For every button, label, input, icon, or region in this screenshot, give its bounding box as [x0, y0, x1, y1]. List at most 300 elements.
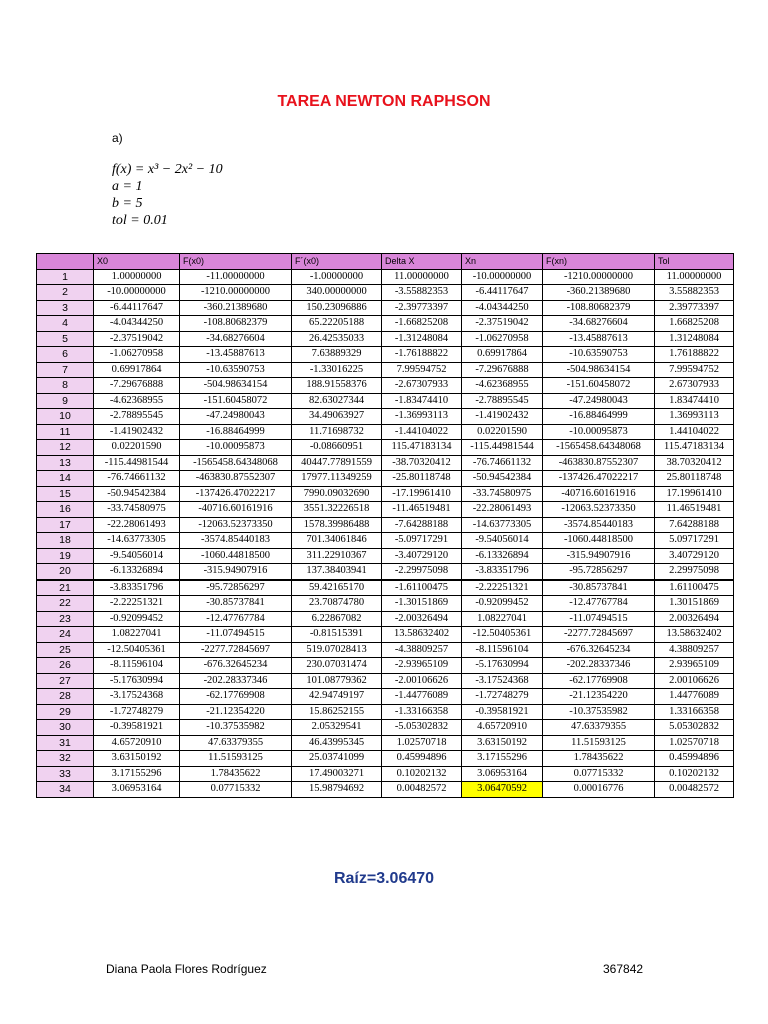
newton-raphson-table [36, 253, 734, 798]
table-cell: 7990.09032690 [292, 486, 382, 502]
table-cell: 17.19961410 [655, 486, 734, 502]
table-cell: 1.31248084 [655, 331, 734, 347]
table-row [37, 720, 734, 736]
table-cell: -202.28337346 [543, 658, 655, 674]
table-row [37, 658, 734, 674]
table-cell: 23.70874780 [292, 596, 382, 612]
table-cell: -1.41902432 [462, 409, 543, 425]
table-cell: -13.45887613 [543, 331, 655, 347]
table-cell: -463830.87552307 [543, 455, 655, 471]
table-cell: -1.61100475 [382, 580, 462, 596]
table-cell: -463830.87552307 [180, 471, 292, 487]
table-cell: 0.07715332 [180, 782, 292, 798]
table-cell: 1.02570718 [382, 735, 462, 751]
page-title: TAREA NEWTON RAPHSON [277, 93, 491, 110]
table-cell: 25.03741099 [292, 751, 382, 767]
table-row [37, 362, 734, 378]
table-cell: -30.85737841 [543, 580, 655, 596]
table-cell: 0.10202132 [382, 766, 462, 782]
table-cell: 340.00000000 [292, 285, 382, 301]
table-cell: -1.33016225 [292, 362, 382, 378]
table-cell: -10.63590753 [180, 362, 292, 378]
table-cell: 1.66825208 [655, 316, 734, 332]
table-cell: -6.13326894 [94, 564, 180, 580]
table-row [37, 409, 734, 425]
table-cell: -1.33166358 [382, 704, 462, 720]
table-cell: 0.69917864 [94, 362, 180, 378]
table-cell: 1.33166358 [655, 704, 734, 720]
table-row [37, 627, 734, 643]
table-cell: -315.94907916 [543, 548, 655, 564]
table-cell: -2.00326494 [382, 611, 462, 627]
table-cell: -10.37535982 [543, 704, 655, 720]
table-cell: -2277.72845697 [180, 642, 292, 658]
row-index-cell: 31 [37, 735, 94, 751]
table-cell: -0.39581921 [462, 704, 543, 720]
row-index-cell: 19 [37, 548, 94, 564]
table-cell: -76.74661132 [462, 455, 543, 471]
table-cell: 230.07031474 [292, 658, 382, 674]
table-cell: -3.83351796 [94, 580, 180, 596]
table-cell: 11.46519481 [655, 502, 734, 518]
table-cell: -1.76188822 [382, 347, 462, 363]
table-cell: 150.23096886 [292, 300, 382, 316]
row-index-cell: 23 [37, 611, 94, 627]
table-cell: -1.41902432 [94, 424, 180, 440]
column-header: F(x0) [180, 254, 292, 270]
table-cell: 15.98794692 [292, 782, 382, 798]
part-label: a) [112, 131, 123, 145]
table-cell: 519.07028413 [292, 642, 382, 658]
param-a: a = 1 [112, 179, 143, 194]
table-cell: 0.02201590 [462, 424, 543, 440]
table-cell: -1.31248084 [382, 331, 462, 347]
table-cell: -47.24980043 [543, 393, 655, 409]
table-cell: 4.65720910 [462, 720, 543, 736]
table-cell: 1.61100475 [655, 580, 734, 596]
table-cell: -5.05302832 [382, 720, 462, 736]
column-header: F´(x0) [292, 254, 382, 270]
table-row [37, 424, 734, 440]
table-cell: -2.93965109 [382, 658, 462, 674]
table-cell: 115.47183134 [382, 440, 462, 456]
table-cell: 2.67307933 [655, 378, 734, 394]
table-cell: -2277.72845697 [543, 627, 655, 643]
table-cell: -504.98634154 [180, 378, 292, 394]
root-result: Raíz=3.06470 [333, 870, 435, 887]
table-cell: -16.88464999 [543, 409, 655, 425]
table-cell: 1.08227041 [94, 627, 180, 643]
table-cell: -33.74580975 [462, 486, 543, 502]
column-header: Delta X [382, 254, 462, 270]
table-cell: -1060.44818500 [543, 533, 655, 549]
table-cell: -50.94542384 [94, 486, 180, 502]
table-cell: -11.00000000 [180, 269, 292, 285]
table-row [37, 673, 734, 689]
row-index-cell: 9 [37, 393, 94, 409]
table-row [37, 782, 734, 798]
table-cell: -2.29975098 [382, 564, 462, 580]
table-cell: 1.08227041 [462, 611, 543, 627]
table-row [37, 471, 734, 487]
table-cell: -3.83351796 [462, 564, 543, 580]
table-cell: 1.30151869 [655, 596, 734, 612]
table-cell: 15.86252155 [292, 704, 382, 720]
table-row [37, 285, 734, 301]
table-row [37, 502, 734, 518]
table-cell: -76.74661132 [94, 471, 180, 487]
table-cell: -4.04344250 [462, 300, 543, 316]
table-cell: 2.39773397 [655, 300, 734, 316]
table-cell: 0.10202132 [655, 766, 734, 782]
row-index-cell: 8 [37, 378, 94, 394]
table-cell: 701.34061846 [292, 533, 382, 549]
table-cell: -8.11596104 [94, 658, 180, 674]
table-row [37, 689, 734, 705]
table-cell: -12.47767784 [543, 596, 655, 612]
column-header [37, 254, 94, 270]
table-cell: -137426.47022217 [180, 486, 292, 502]
table-cell: -17.19961410 [382, 486, 462, 502]
table-cell: 3.40729120 [655, 548, 734, 564]
table-cell: 7.99594752 [382, 362, 462, 378]
table-cell: -0.81515391 [292, 627, 382, 643]
table-cell: 47.63379355 [180, 735, 292, 751]
row-index-cell: 13 [37, 455, 94, 471]
table-cell: -9.54056014 [94, 548, 180, 564]
table-cell: -3.55882353 [382, 285, 462, 301]
table-cell: 1.44776089 [655, 689, 734, 705]
table-cell: -1060.44818500 [180, 548, 292, 564]
table-cell: 0.69917864 [462, 347, 543, 363]
table-cell: -40716.60161916 [543, 486, 655, 502]
column-header: F(xn) [543, 254, 655, 270]
table-cell: -2.22251321 [94, 596, 180, 612]
param-b: b = 5 [112, 196, 143, 211]
row-index-cell: 11 [37, 424, 94, 440]
table-cell: -676.32645234 [180, 658, 292, 674]
table-cell: -360.21389680 [543, 285, 655, 301]
table-row [37, 564, 734, 580]
table-cell: -4.62368955 [462, 378, 543, 394]
table-cell: -1.72748279 [94, 704, 180, 720]
table-cell: -34.68276604 [180, 331, 292, 347]
table-cell: -3.17524368 [462, 673, 543, 689]
table-row [37, 455, 734, 471]
table-row [37, 766, 734, 782]
table-cell: 1.83474410 [655, 393, 734, 409]
table-cell: -21.12354220 [543, 689, 655, 705]
table-cell: -2.39773397 [382, 300, 462, 316]
table-cell: -2.78895545 [462, 393, 543, 409]
table-cell: -1.06270958 [94, 347, 180, 363]
table-cell: -315.94907916 [180, 564, 292, 580]
table-cell: -95.72856297 [180, 580, 292, 596]
row-index-cell: 3 [37, 300, 94, 316]
table-cell: 5.09717291 [655, 533, 734, 549]
table-cell: 2.00106626 [655, 673, 734, 689]
table-cell: -10.00095873 [180, 440, 292, 456]
table-cell: -34.68276604 [543, 316, 655, 332]
table-cell: 3.06470592 [462, 782, 543, 798]
table-cell: 101.08779362 [292, 673, 382, 689]
table-cell: -8.11596104 [462, 642, 543, 658]
table-cell: -1210.00000000 [543, 269, 655, 285]
table-cell: -14.63773305 [94, 533, 180, 549]
table-cell: -3.40729120 [382, 548, 462, 564]
table-cell: -2.00106626 [382, 673, 462, 689]
row-index-cell: 32 [37, 751, 94, 767]
table-row [37, 611, 734, 627]
table-cell: -12.50405361 [462, 627, 543, 643]
table-cell: -6.13326894 [462, 548, 543, 564]
table-cell: 11.00000000 [382, 269, 462, 285]
table-cell: -47.24980043 [180, 409, 292, 425]
table-header-row [37, 254, 734, 270]
table-cell: -1.44104022 [382, 424, 462, 440]
table-cell: -1.44776089 [382, 689, 462, 705]
table-cell: 3.55882353 [655, 285, 734, 301]
table-cell: 34.49063927 [292, 409, 382, 425]
table-cell: 11.51593125 [180, 751, 292, 767]
table-cell: -2.67307933 [382, 378, 462, 394]
table-cell: -7.64288188 [382, 517, 462, 533]
table-cell: 0.45994896 [655, 751, 734, 767]
table-cell: -0.92099452 [462, 596, 543, 612]
table-cell: -504.98634154 [543, 362, 655, 378]
table-cell: 1.00000000 [94, 269, 180, 285]
table-cell: 11.71698732 [292, 424, 382, 440]
table-cell: -2.22251321 [462, 580, 543, 596]
table-cell: 17.49003271 [292, 766, 382, 782]
table-cell: 1.36993113 [655, 409, 734, 425]
table-cell: -10.00095873 [543, 424, 655, 440]
param-tol: tol = 0.01 [112, 213, 168, 228]
table-cell: -1.36993113 [382, 409, 462, 425]
row-index-cell: 14 [37, 471, 94, 487]
table-row [37, 642, 734, 658]
table-cell: -4.62368955 [94, 393, 180, 409]
table-cell: 0.02201590 [94, 440, 180, 456]
table-cell: -11.07494515 [180, 627, 292, 643]
table-cell: -11.46519481 [382, 502, 462, 518]
table-cell: 1.44104022 [655, 424, 734, 440]
table-cell: 0.00016776 [543, 782, 655, 798]
row-index-cell: 34 [37, 782, 94, 798]
table-cell: -11.07494515 [543, 611, 655, 627]
row-index-cell: 21 [37, 580, 94, 596]
row-index-cell: 4 [37, 316, 94, 332]
table-cell: 26.42535033 [292, 331, 382, 347]
table-cell: -62.17769908 [180, 689, 292, 705]
table-cell: -6.44117647 [94, 300, 180, 316]
table-cell: 65.22205188 [292, 316, 382, 332]
table-cell: -12.47767784 [180, 611, 292, 627]
row-index-cell: 2 [37, 285, 94, 301]
table-cell: 3.63150192 [462, 735, 543, 751]
table-cell: -21.12354220 [180, 704, 292, 720]
table-row [37, 269, 734, 285]
table-cell: -13.45887613 [180, 347, 292, 363]
table-cell: -4.04344250 [94, 316, 180, 332]
table-cell: -12063.52373350 [180, 517, 292, 533]
table-cell: -40716.60161916 [180, 502, 292, 518]
table-cell: -5.17630994 [462, 658, 543, 674]
table-cell: 3.06953164 [94, 782, 180, 798]
table-cell: -676.32645234 [543, 642, 655, 658]
table-cell: 2.05329541 [292, 720, 382, 736]
row-index-cell: 26 [37, 658, 94, 674]
table-row [37, 300, 734, 316]
row-index-cell: 22 [37, 596, 94, 612]
table-cell: 7.99594752 [655, 362, 734, 378]
table-cell: -202.28337346 [180, 673, 292, 689]
column-header: Tol [655, 254, 734, 270]
table-cell: -0.92099452 [94, 611, 180, 627]
table-cell: -1.66825208 [382, 316, 462, 332]
table-cell: -1565458.64348068 [180, 455, 292, 471]
table-cell: 40447.77891559 [292, 455, 382, 471]
row-index-cell: 16 [37, 502, 94, 518]
row-index-cell: 17 [37, 517, 94, 533]
table-cell: 1.78435622 [543, 751, 655, 767]
row-index-cell: 20 [37, 564, 94, 580]
table-cell: -9.54056014 [462, 533, 543, 549]
row-index-cell: 7 [37, 362, 94, 378]
table-cell: 4.65720910 [94, 735, 180, 751]
table-cell: 38.70320412 [655, 455, 734, 471]
table-cell: -30.85737841 [180, 596, 292, 612]
column-header: X0 [94, 254, 180, 270]
table-cell: -108.80682379 [543, 300, 655, 316]
table-cell: 3.06953164 [462, 766, 543, 782]
row-index-cell: 25 [37, 642, 94, 658]
table-cell: 0.07715332 [543, 766, 655, 782]
table-cell: 137.38403941 [292, 564, 382, 580]
table-cell: 188.91558376 [292, 378, 382, 394]
table-cell: -6.44117647 [462, 285, 543, 301]
table-cell: -2.37519042 [94, 331, 180, 347]
table-cell: -137426.47022217 [543, 471, 655, 487]
table-cell: 13.58632402 [382, 627, 462, 643]
row-index-cell: 12 [37, 440, 94, 456]
table-cell: -12.50405361 [94, 642, 180, 658]
table-cell: 3.17155296 [462, 751, 543, 767]
table-cell: -14.63773305 [462, 517, 543, 533]
table-cell: 2.00326494 [655, 611, 734, 627]
table-cell: 1.02570718 [655, 735, 734, 751]
table-cell: 6.22867082 [292, 611, 382, 627]
table-cell: -115.44981544 [94, 455, 180, 471]
row-index-cell: 5 [37, 331, 94, 347]
table-cell: -151.60458072 [543, 378, 655, 394]
table-cell: -151.60458072 [180, 393, 292, 409]
table-cell: 59.42165170 [292, 580, 382, 596]
table-cell: -5.09717291 [382, 533, 462, 549]
problem-statement [112, 130, 223, 229]
table-cell: 0.00482572 [382, 782, 462, 798]
table-cell: 82.63027344 [292, 393, 382, 409]
table-cell: 1.76188822 [655, 347, 734, 363]
row-index-cell: 15 [37, 486, 94, 502]
table-cell: -3.17524368 [94, 689, 180, 705]
table-row [37, 735, 734, 751]
table-cell: -0.39581921 [94, 720, 180, 736]
table-cell: 1.78435622 [180, 766, 292, 782]
table-row [37, 378, 734, 394]
table-cell: -7.29676888 [462, 362, 543, 378]
table-cell: -1.30151869 [382, 596, 462, 612]
table-cell: -38.70320412 [382, 455, 462, 471]
table-cell: 3.63150192 [94, 751, 180, 767]
table-cell: -33.74580975 [94, 502, 180, 518]
table-row [37, 440, 734, 456]
table-cell: 0.45994896 [382, 751, 462, 767]
table-cell: 11.00000000 [655, 269, 734, 285]
table-cell: 11.51593125 [543, 735, 655, 751]
table-cell: -1.00000000 [292, 269, 382, 285]
table-cell: -10.00000000 [462, 269, 543, 285]
table-cell: -1.72748279 [462, 689, 543, 705]
table-cell: 42.94749197 [292, 689, 382, 705]
table-cell: -5.17630994 [94, 673, 180, 689]
table-cell: -108.80682379 [180, 316, 292, 332]
table-cell: 311.22910367 [292, 548, 382, 564]
table-row [37, 331, 734, 347]
table-cell: 4.38809257 [655, 642, 734, 658]
student-id: 367842 [603, 962, 644, 976]
table-cell: -22.28061493 [94, 517, 180, 533]
table-row [37, 393, 734, 409]
row-index-cell: 29 [37, 704, 94, 720]
table-cell: -12063.52373350 [543, 502, 655, 518]
table-row [37, 517, 734, 533]
row-index-cell: 6 [37, 347, 94, 363]
row-index-cell: 18 [37, 533, 94, 549]
table-cell: -2.78895545 [94, 409, 180, 425]
table-cell: 1578.39986488 [292, 517, 382, 533]
table-row [37, 580, 734, 596]
row-index-cell: 10 [37, 409, 94, 425]
table-cell: -1210.00000000 [180, 285, 292, 301]
table-row [37, 548, 734, 564]
table-cell: -1.83474410 [382, 393, 462, 409]
table-cell: -0.08660951 [292, 440, 382, 456]
table-cell: -10.37535982 [180, 720, 292, 736]
table-cell: -4.38809257 [382, 642, 462, 658]
table-cell: -115.44981544 [462, 440, 543, 456]
column-header: Xn [462, 254, 543, 270]
table-cell: -1.06270958 [462, 331, 543, 347]
table-cell: 13.58632402 [655, 627, 734, 643]
table-cell: 2.93965109 [655, 658, 734, 674]
table-cell: 0.00482572 [655, 782, 734, 798]
table-cell: 17977.11349259 [292, 471, 382, 487]
table-row [37, 704, 734, 720]
table-row [37, 533, 734, 549]
table-row [37, 316, 734, 332]
function-equation: f(x) = x³ − 2x² − 10 [112, 162, 223, 177]
table-cell: -3574.85440183 [180, 533, 292, 549]
table-cell: -25.80118748 [382, 471, 462, 487]
table-cell: 7.64288188 [655, 517, 734, 533]
table-cell: -10.63590753 [543, 347, 655, 363]
author-name: Diana Paola Flores Rodríguez [106, 962, 267, 976]
table-cell: 3.17155296 [94, 766, 180, 782]
table-row [37, 347, 734, 363]
table-cell: 2.29975098 [655, 564, 734, 580]
table-cell: 5.05302832 [655, 720, 734, 736]
